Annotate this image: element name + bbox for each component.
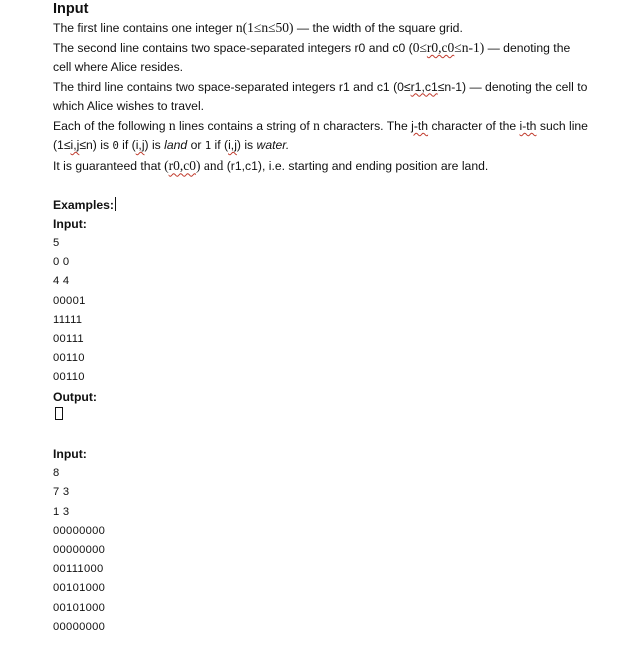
example-1-line: 5 xyxy=(53,237,60,250)
text: character of the xyxy=(428,119,520,134)
text: The third line contains two space-separated integers r1 and c1 (0≤ xyxy=(53,79,411,94)
text: if ( xyxy=(118,138,136,153)
example-1-output-label: Output: xyxy=(53,389,97,404)
math-expression: ≤n-1) xyxy=(454,40,485,56)
input-desc-line-3: cell where Alice resides. xyxy=(53,60,184,75)
example-1-line: 11111 xyxy=(53,313,83,326)
input-desc-line-5: which Alice wishes to travel. xyxy=(53,98,205,113)
spellcheck-word[interactable]: i-th xyxy=(519,119,537,134)
text: ≤n) is xyxy=(79,138,113,153)
code-value: 1 xyxy=(204,140,212,153)
text: (r1,c1), i.e. starting and ending position are land. xyxy=(226,159,489,174)
example-2-input-label: Input: xyxy=(53,447,87,462)
spellcheck-word[interactable]: i,j xyxy=(228,138,237,153)
text: if ( xyxy=(211,138,229,153)
text: — denoting the xyxy=(484,41,571,56)
text: The first line contains one integer xyxy=(53,21,236,35)
math-expression: n xyxy=(168,118,176,134)
example-1-input-label: Input: xyxy=(53,216,87,231)
text: The second line contains two space-separated integers r0 and c0 ( xyxy=(53,41,413,56)
example-2-line: 00101000 xyxy=(53,582,106,595)
example-1-line: 4 4 xyxy=(53,275,70,288)
text: such line xyxy=(536,119,588,134)
code-value: 0 xyxy=(112,140,119,153)
example-1-output xyxy=(53,407,638,426)
text: or xyxy=(187,138,205,153)
example-1-line: 00001 xyxy=(53,294,86,307)
example-2-line: 00101000 xyxy=(53,601,106,614)
math-expression: n xyxy=(313,118,320,134)
example-2-line: 00000000 xyxy=(53,544,106,557)
spellcheck-word[interactable]: i,j xyxy=(70,138,80,153)
example-2-line: 1 3 xyxy=(53,505,70,518)
italic-term: land xyxy=(164,138,188,153)
text: Each of the following xyxy=(53,119,169,134)
blank-line xyxy=(53,426,638,445)
example-1-line: 00110 xyxy=(53,371,85,384)
input-desc-line-2 xyxy=(53,38,638,58)
input-desc-line-7 xyxy=(53,136,638,156)
text: lines contains a string of xyxy=(175,119,314,134)
text: ≤n-1) — denoting the cell to xyxy=(437,79,588,94)
spellcheck-word[interactable]: j-th xyxy=(411,119,429,134)
input-desc-line-8 xyxy=(53,156,638,176)
example-1-input xyxy=(53,234,638,388)
input-desc-line-4 xyxy=(53,78,638,97)
spellcheck-word[interactable]: i,j xyxy=(135,138,145,153)
math-expression: n(1≤n≤50) xyxy=(235,20,294,35)
text: ) is xyxy=(236,138,257,153)
math-expression: ( xyxy=(164,158,169,174)
text: It is guaranteed that xyxy=(53,159,165,174)
missing-glyph-icon xyxy=(55,407,63,420)
spellcheck-word[interactable]: r1,c1 xyxy=(410,79,438,94)
example-2-line: 00111000 xyxy=(53,563,104,576)
example-2-line: 00000000 xyxy=(53,620,106,633)
example-1-line: 00111 xyxy=(53,333,84,346)
italic-term: water. xyxy=(256,138,290,153)
input-desc-line-1 xyxy=(53,18,638,38)
example-1-line: 00110 xyxy=(53,352,85,365)
math-expression: 0≤ xyxy=(412,40,427,56)
examples-label[interactable] xyxy=(53,196,638,215)
example-1-line: 0 0 xyxy=(53,256,70,269)
blank-line xyxy=(53,177,638,196)
input-desc-line-6 xyxy=(53,116,638,136)
text: ) is xyxy=(144,138,165,153)
text: characters. The xyxy=(319,119,412,134)
math-expression: ) and xyxy=(196,158,227,174)
text-cursor xyxy=(115,197,116,211)
example-2-input xyxy=(53,464,638,637)
examples-label-text: Examples: xyxy=(53,197,114,212)
spellcheck-word[interactable]: r0,c0 xyxy=(426,40,455,56)
example-2-line: 7 3 xyxy=(53,486,70,499)
text: (1≤ xyxy=(53,138,71,153)
example-2-line: 8 xyxy=(53,467,60,480)
document xyxy=(53,0,638,637)
text: — the width of the square grid. xyxy=(293,21,463,35)
section-heading: Input xyxy=(53,1,89,17)
spellcheck-word[interactable]: r0,c0 xyxy=(168,158,196,174)
example-2-line: 00000000 xyxy=(53,524,106,537)
